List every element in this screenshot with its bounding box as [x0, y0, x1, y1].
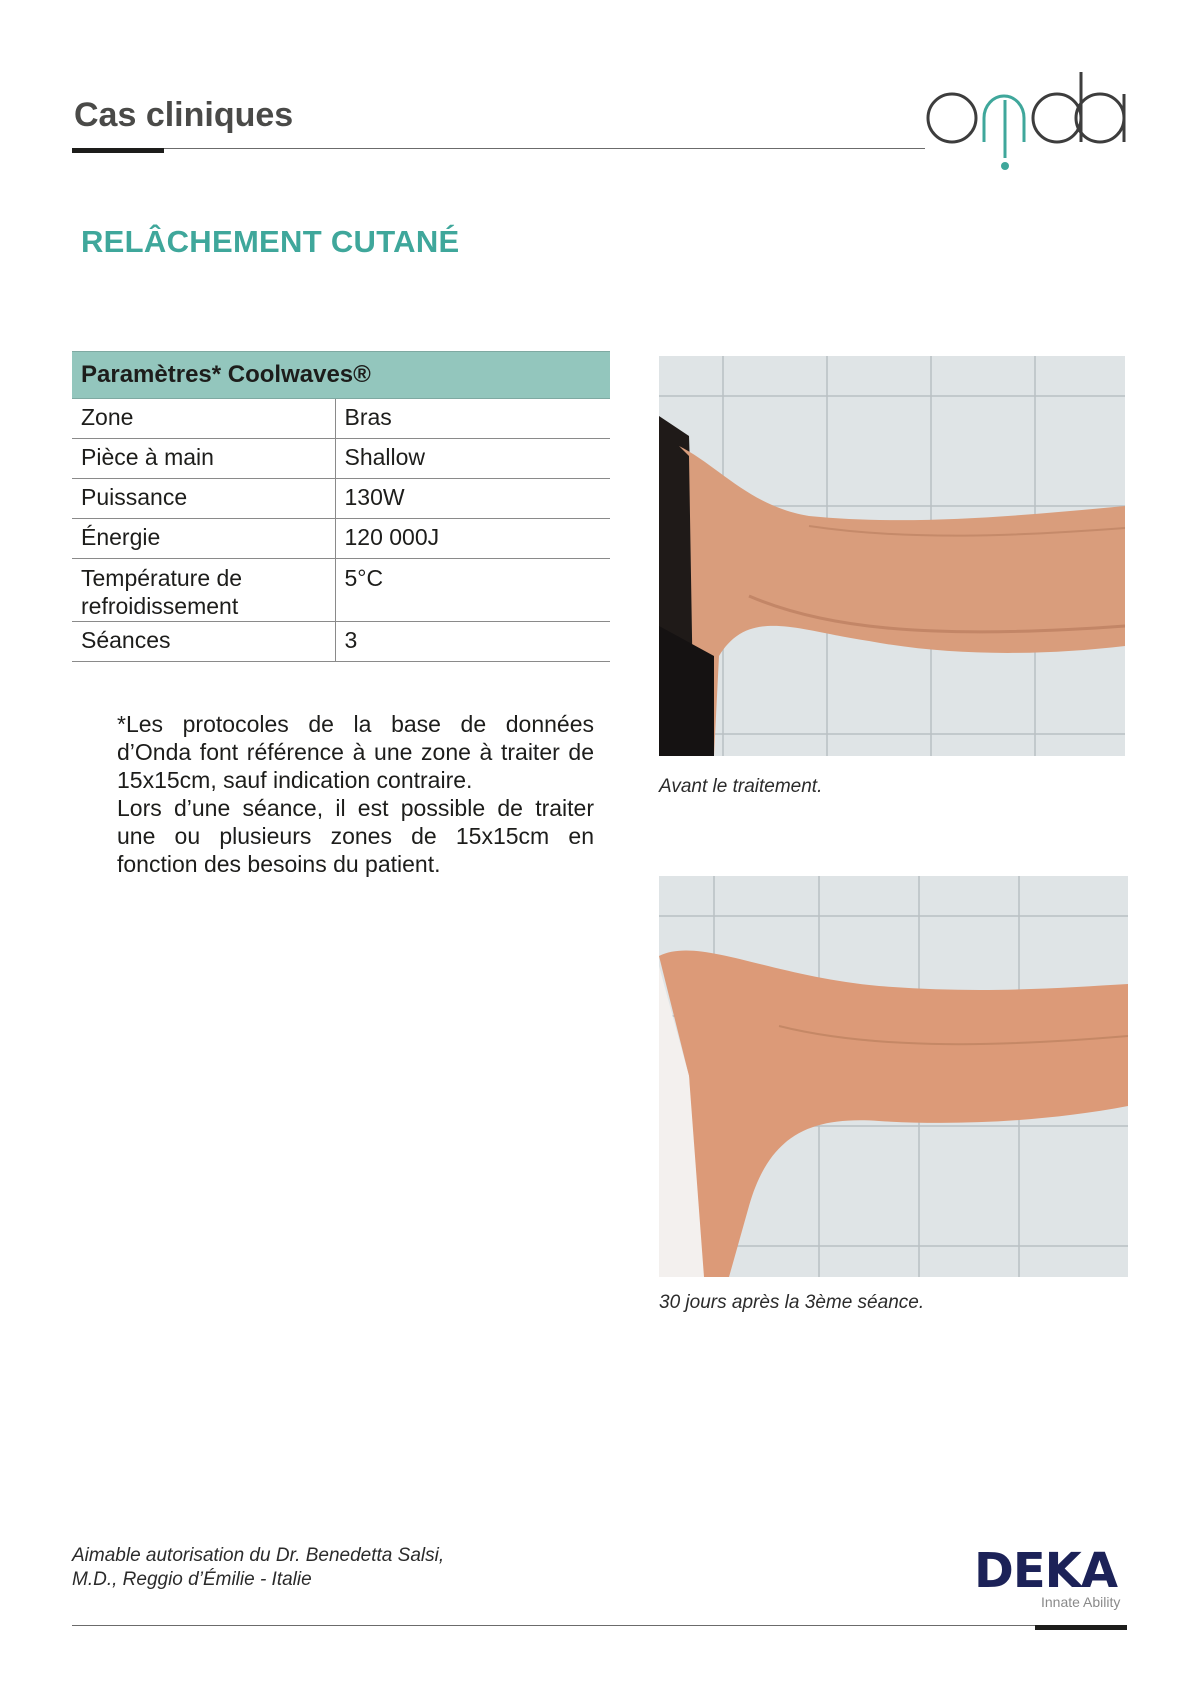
parameters-table	[72, 351, 610, 662]
table-row	[72, 622, 610, 662]
row-value: 130W	[335, 479, 610, 519]
row-label-line1: Température de	[81, 565, 243, 591]
deka-wordmark: DEKA	[974, 1543, 1117, 1599]
footnote-paragraph: *Les protocoles de la base de données d’Onda font référence à une zone à traiter de 15x15cm, sauf indication contraire.	[117, 711, 594, 793]
deka-logo	[974, 1543, 1134, 1610]
row-value: 5°C	[335, 559, 610, 622]
table-heading: Paramètres* Coolwaves®	[72, 352, 610, 399]
credit-line: M.D., Reggio d’Émilie - Italie	[72, 1569, 312, 1590]
row-value: Bras	[335, 399, 610, 439]
row-label-line2: refroidissement	[81, 593, 239, 619]
deka-tagline: Innate Ability	[1041, 1594, 1121, 1610]
onda-logo	[924, 70, 1128, 182]
row-value: Shallow	[335, 439, 610, 479]
credit-line: Aimable autorisation du Dr. Benedetta Salsi,	[72, 1545, 445, 1566]
table-row	[72, 519, 610, 559]
table-header-row	[72, 352, 610, 399]
before-photo	[659, 356, 1125, 756]
after-caption: 30 jours après la 3ème séance.	[659, 1292, 925, 1313]
row-value: 120 000J	[335, 519, 610, 559]
header-divider-accent	[72, 148, 164, 153]
section-title: RELÂCHEMENT CUTANÉ	[81, 224, 460, 259]
row-label: Séances	[72, 622, 335, 662]
protocol-footnote	[117, 710, 594, 878]
row-label: Pièce à main	[72, 439, 335, 479]
footer-divider	[72, 1625, 1127, 1626]
table-row	[72, 479, 610, 519]
photo-credit	[72, 1544, 444, 1592]
table-row	[72, 399, 610, 439]
page-title: Cas cliniques	[74, 96, 294, 134]
before-caption: Avant le traitement.	[659, 776, 823, 797]
after-photo	[659, 876, 1128, 1277]
header-divider	[72, 148, 925, 149]
footnote-paragraph: Lors d’une séance, il est possible de traiter une ou plusieurs zones de 15x15cm en fonction des besoins du patient.	[117, 795, 594, 877]
footer-divider-accent	[1035, 1625, 1127, 1630]
row-label	[72, 559, 335, 622]
row-value: 3	[335, 622, 610, 662]
table-row	[72, 559, 610, 622]
table-row	[72, 439, 610, 479]
row-label: Énergie	[72, 519, 335, 559]
row-label: Zone	[72, 399, 335, 439]
row-label: Puissance	[72, 479, 335, 519]
